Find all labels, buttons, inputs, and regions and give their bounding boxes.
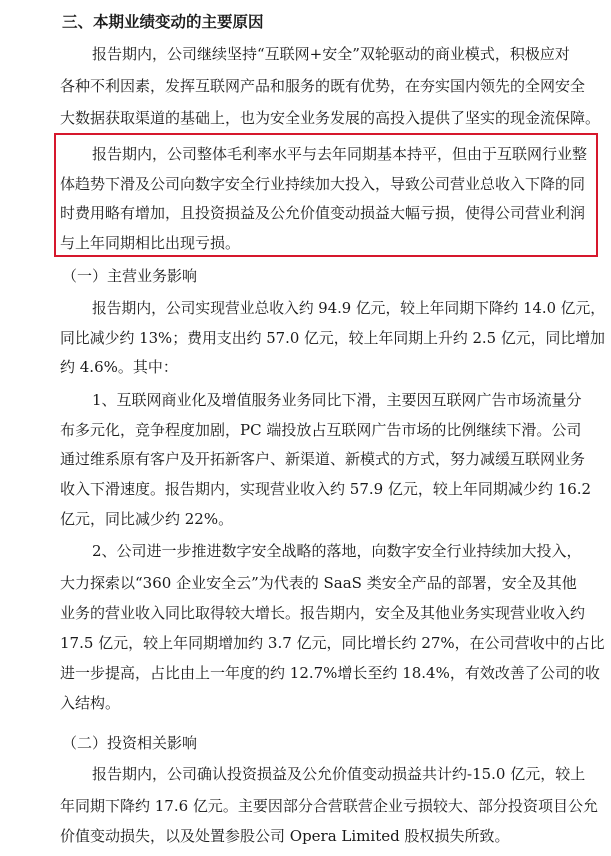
paragraph-text: 大力探索以“360 企业安全云”为代表的 SaaS 类安全产品的部署，安全及其他 xyxy=(60,574,577,592)
subheading-line xyxy=(0,266,611,286)
paragraph-line xyxy=(0,603,611,623)
paragraph-line xyxy=(0,298,611,318)
subheading: （一）主营业务影响 xyxy=(62,267,198,285)
paragraph-line xyxy=(0,44,611,64)
paragraph-text: 报告期内，公司确认投资损益及公允价值变动损益共计约-15.0 亿元，较上 xyxy=(92,765,586,783)
paragraph-text: 报告期内，公司继续坚持“互联网+安全”双轮驱动的商业模式，积极应对 xyxy=(92,45,570,63)
paragraph-line xyxy=(0,826,611,846)
paragraph-line xyxy=(0,479,611,499)
paragraph-line xyxy=(0,509,611,529)
paragraph-text: 通过维系原有客户及开拓新客户、新渠道、新模式的方式，努力减缓互联网业务 xyxy=(60,450,586,468)
paragraph-line xyxy=(0,420,611,440)
paragraph-text: 进一步提高，占比由上一年度的约 12.7%增长至约 18.4%，有效改善了公司的收 xyxy=(60,664,600,682)
paragraph-text: 亿元，同比减少约 22%。 xyxy=(60,510,234,528)
paragraph-line xyxy=(0,541,611,561)
paragraph-text: 时费用略有增加，且投资损益及公允价值变动损益大幅亏损，使得公司营业利润 xyxy=(60,204,586,222)
paragraph-text: 大数据获取渠道的基础上，也为安全业务发展的高投入提供了坚实的现金流保障。 xyxy=(60,109,601,127)
paragraph-line xyxy=(0,633,611,653)
paragraph-line xyxy=(0,693,611,713)
paragraph-line xyxy=(0,174,611,194)
paragraph-text: 入结构。 xyxy=(60,694,121,712)
paragraph-line xyxy=(0,796,611,816)
paragraph-line xyxy=(0,144,611,164)
paragraph-line xyxy=(0,449,611,469)
paragraph-line xyxy=(0,764,611,784)
paragraph-line xyxy=(0,108,611,128)
paragraph-line xyxy=(0,233,611,253)
paragraph-text: 2、公司进一步推进数字安全战略的落地，向数字安全行业持续加大投入， xyxy=(92,542,582,560)
paragraph-text: 同比减少约 13%；费用支出约 57.0 亿元，较上年同期上升约 2.5 亿元，同比增加 xyxy=(60,329,605,347)
paragraph-line xyxy=(0,76,611,96)
paragraph-text: 报告期内，公司整体毛利率水平与去年同期基本持平，但由于互联网行业整 xyxy=(92,145,588,163)
paragraph-text: 年同期下降约 17.6 亿元。主要因部分合营联营企业亏损较大、部分投资项目公允 xyxy=(60,797,598,815)
subheading-line xyxy=(0,733,611,753)
paragraph-text: 1、互联网商业化及增值服务业务同比下滑，主要因互联网广告市场流量分 xyxy=(92,391,582,409)
paragraph-text: 收入下滑速度。报告期内，实现营业收入约 57.9 亿元，较上年同期减少约 16.2 xyxy=(60,480,592,498)
paragraph-text: 体趋势下滑及公司向数字安全行业持续加大投入，导致公司营业总收入下降的同 xyxy=(60,175,586,193)
paragraph-text: 各种不利因素，发挥互联网产品和服务的既有优势，在夯实国内领先的全网安全 xyxy=(60,77,586,95)
paragraph-text: 价值变动损失，以及处置参股公司 Opera Limited 股权损失所致。 xyxy=(60,827,510,845)
section-title: 三、本期业绩变动的主要原因 xyxy=(62,13,264,31)
paragraph-line xyxy=(0,390,611,410)
paragraph-line xyxy=(0,328,611,348)
subheading: （二）投资相关影响 xyxy=(62,734,198,752)
paragraph-text: 17.5 亿元，较上年同期增加约 3.7 亿元，同比增长约 27%，在公司营收中的占比 xyxy=(60,634,605,652)
paragraph-line xyxy=(0,573,611,593)
paragraph-text: 业务的营业收入同比取得较大增长。报告期内，安全及其他业务实现营业收入约 xyxy=(60,604,586,622)
paragraph-text: 报告期内，公司实现营业总收入约 94.9 亿元，较上年同期下降约 14.0 亿元， xyxy=(92,299,606,317)
section-title-line xyxy=(0,12,611,32)
paragraph-text: 布多元化，竞争程度加剧，PC 端投放占互联网广告市场的比例继续下滑。公司 xyxy=(60,421,582,439)
paragraph-text: 与上年同期相比出现亏损。 xyxy=(60,234,241,252)
paragraph-text: 约 4.6%。其中： xyxy=(60,358,178,376)
paragraph-line xyxy=(0,663,611,683)
paragraph-line xyxy=(0,203,611,223)
paragraph-line xyxy=(0,357,611,377)
